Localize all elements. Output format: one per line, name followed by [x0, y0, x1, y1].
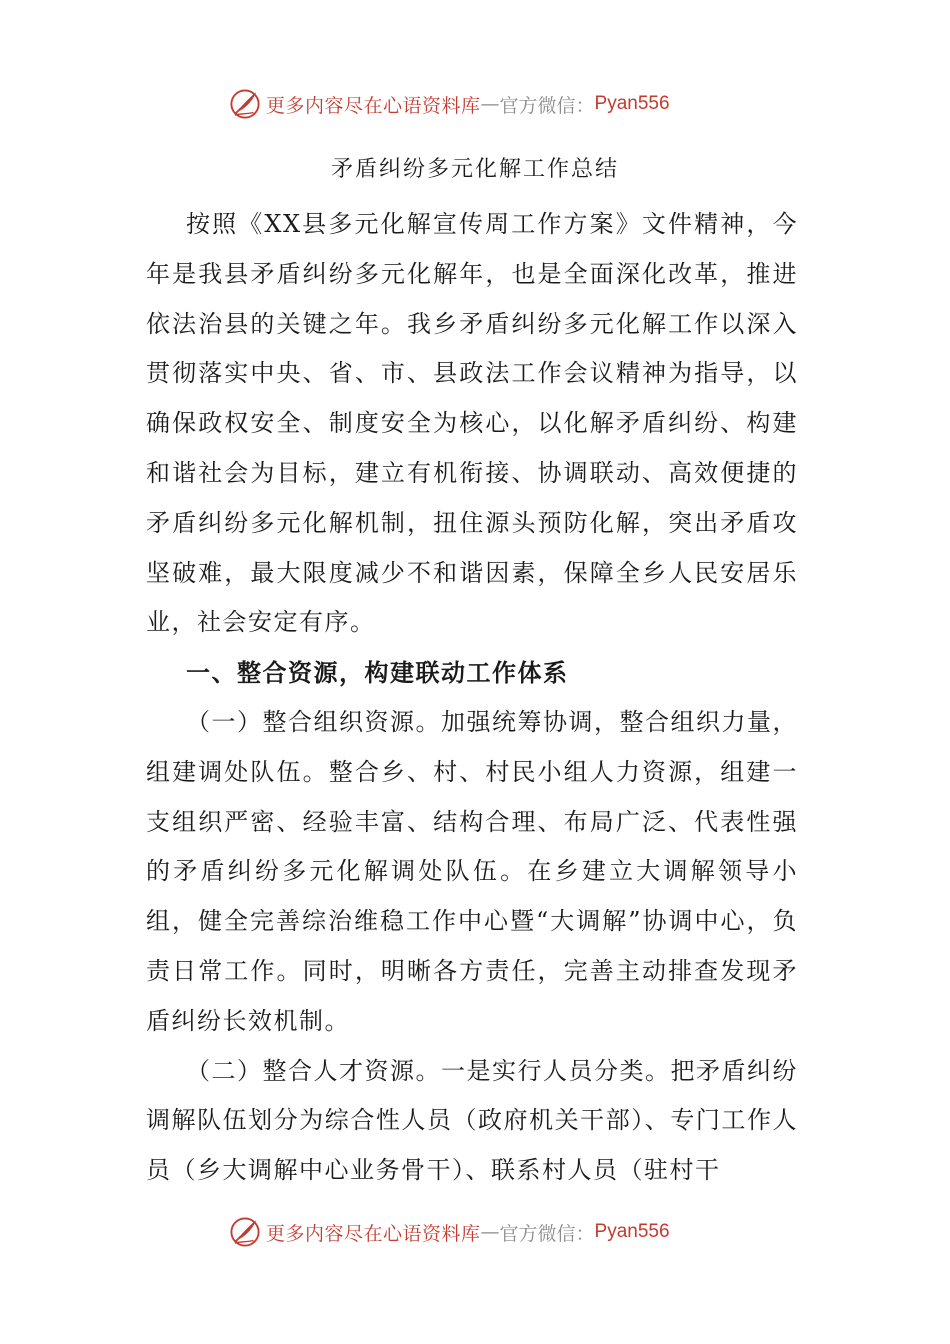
- watermark-site-text: 更多内容尽在心语资料库: [266, 94, 481, 117]
- watermark-header: [228, 84, 670, 124]
- watermark-handle: Pyan556: [594, 1221, 670, 1242]
- quill-pen-logo-icon: [228, 87, 262, 121]
- watermark-separator: —: [480, 1221, 500, 1243]
- document-body: [146, 200, 798, 1196]
- watermark-handle: Pyan556: [594, 93, 670, 114]
- watermark-footer: [228, 1212, 670, 1252]
- watermark-account-label: 官方微信：: [499, 94, 595, 117]
- intro-paragraph: 按照《XX县多元化解宣传周工作方案》文件精神，今年是我县矛盾纠纷多元化解年，也是全面深化改革，推进依法治县的关键之年。我乡矛盾纠纷多元化解工作以深入贯彻落实中央、省、市、县政法工作会议精神为指导，以确保政权安全、制度安全为核心，以化解矛盾纠纷、构建和谐社会为目标，建立有机衔接、协调联动、高效便捷的矛盾纠纷多元化解机制，扭住源头预防化解，突出矛盾攻坚破难，最大限度减少不和谐因素，保障全乡人民安居乐业，社会安定有序。: [146, 210, 798, 637]
- watermark-site-text: 更多内容尽在心语资料库: [266, 1222, 481, 1245]
- section-heading-1: 一、整合资源，构建联动工作体系: [186, 658, 569, 688]
- section1-paragraph-1: （一）整合组织资源。加强统筹协调，整合组织力量，组建调处队伍。整合乡、村、村民小组人力资源，组建一支组织严密、经验丰富、结构合理、布局广泛、代表性强的矛盾纠纷多元化解调处队伍。在乡建立大调解领导小组，健全完善综治维稳工作中心暨“大调解”协调中心，负责日常工作。同时，明晰各方责任，完善主动排查发现矛盾纠纷长效机制。: [146, 707, 798, 1035]
- watermark-account-label: 官方微信：: [499, 1222, 595, 1245]
- quill-pen-logo-icon: [228, 1215, 262, 1249]
- document-title: 矛盾纠纷多元化解工作总结: [330, 157, 619, 182]
- watermark-separator: —: [480, 93, 500, 115]
- section1-paragraph-2: （二）整合人才资源。一是实行人员分类。把矛盾纠纷调解队伍划分为综合性人员（政府机关干部）、专门工作人员（乡大调解中心业务骨干）、联系村人员（驻村干: [146, 1056, 798, 1185]
